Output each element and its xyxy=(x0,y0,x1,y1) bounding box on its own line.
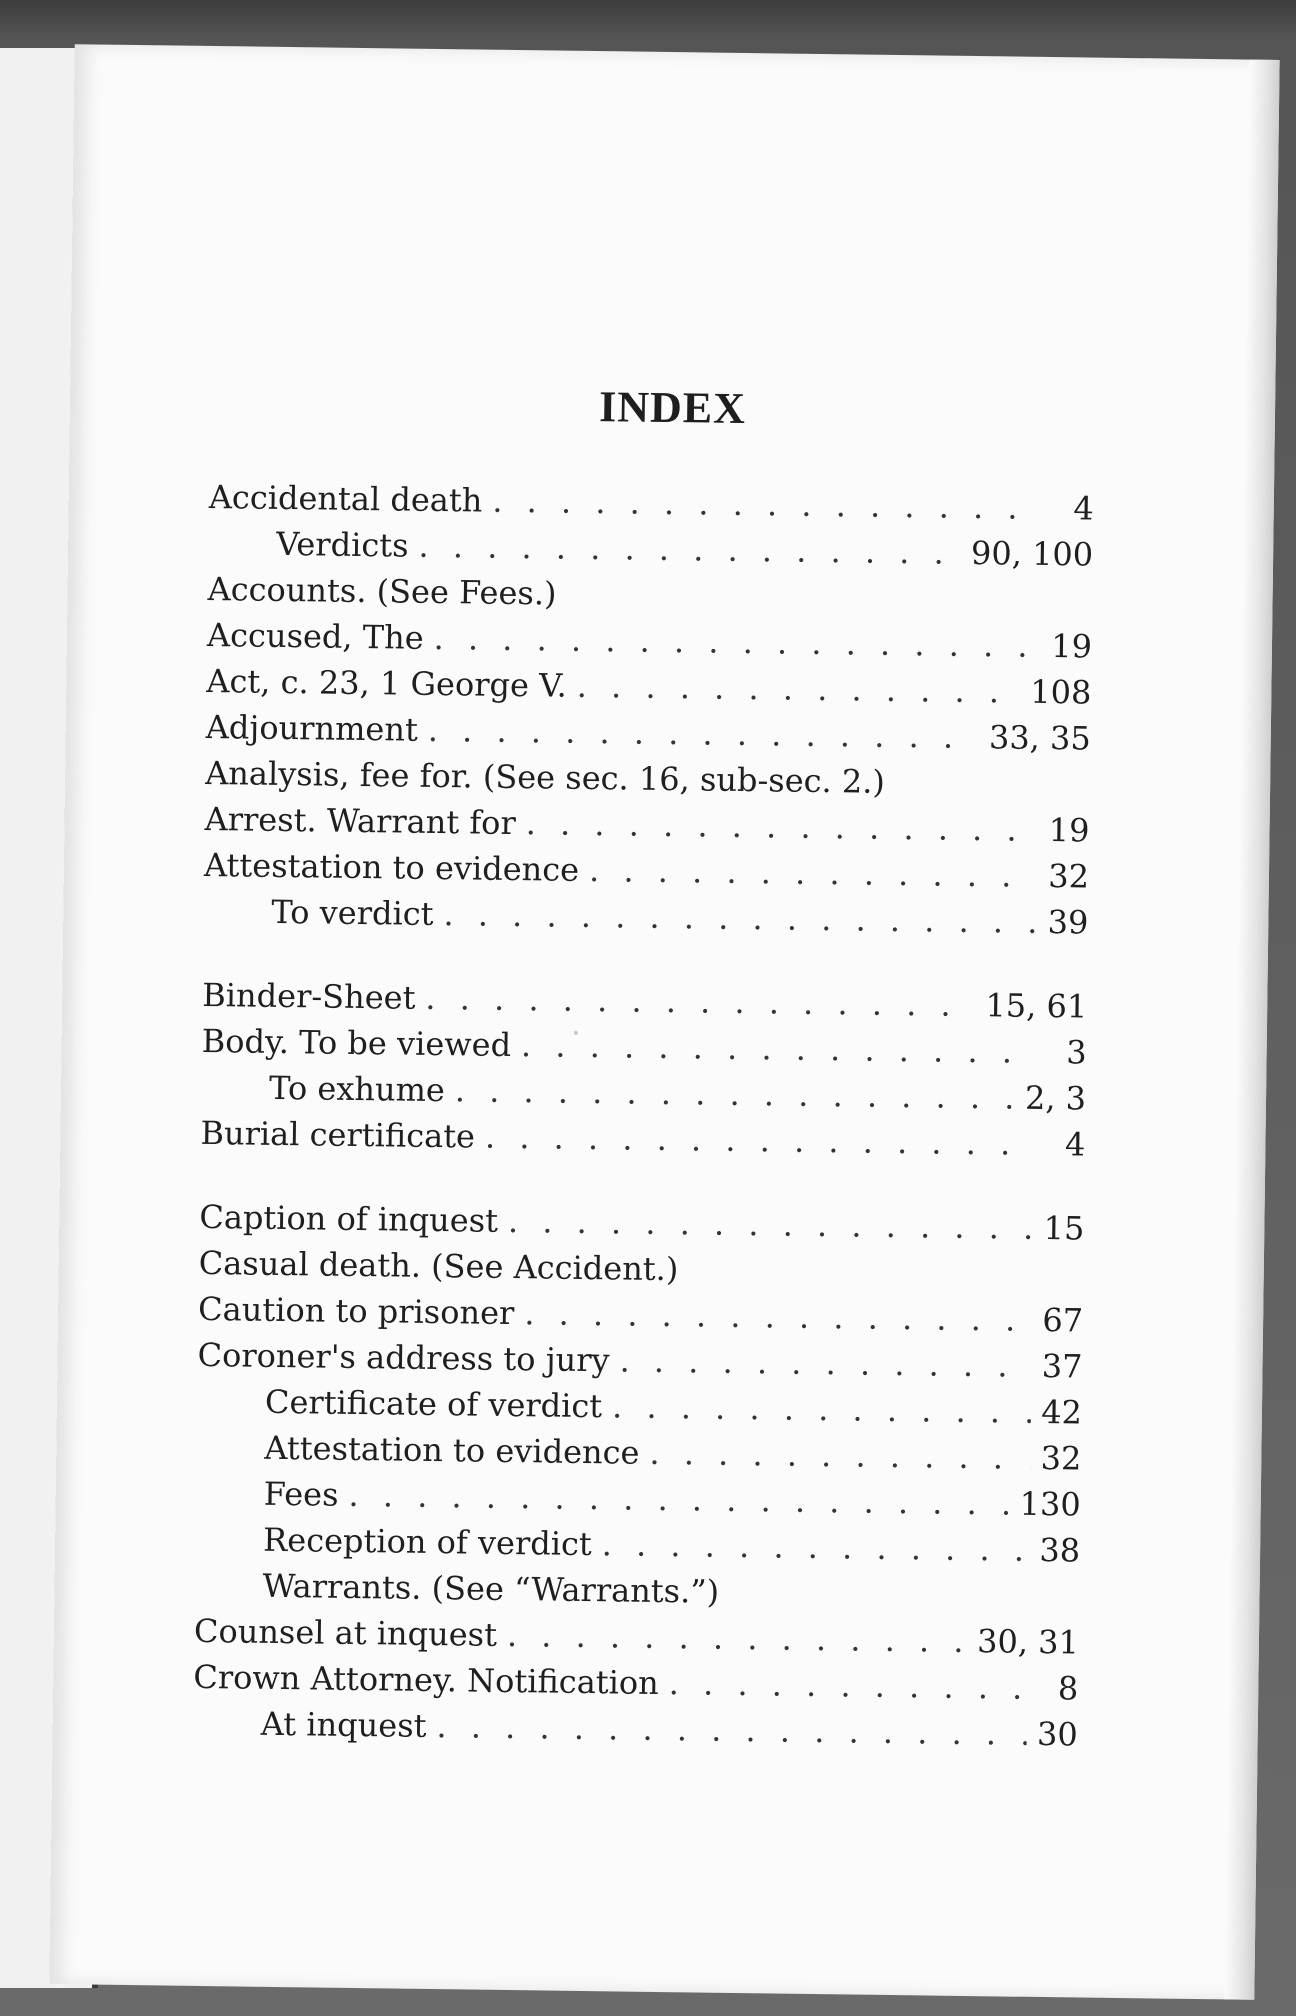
entry-pages: 67 xyxy=(1042,1300,1084,1340)
entry-label: At inquest xyxy=(260,1704,427,1745)
entry-label: Body. To be viewed xyxy=(201,1021,512,1064)
dot-leader xyxy=(649,1434,1031,1477)
dot-leader xyxy=(348,1476,1010,1523)
entry-pages: 19 xyxy=(1048,811,1090,850)
entry-label: Caution to prisoner xyxy=(197,1289,515,1333)
index-page xyxy=(49,44,1279,2000)
dot-leader xyxy=(508,1202,1034,1247)
entry-pages: 15, 61 xyxy=(985,986,1088,1026)
entry-pages: 8 xyxy=(1057,1669,1079,1708)
dot-leader xyxy=(526,804,1040,849)
entry-label: Binder-Sheet xyxy=(202,975,416,1017)
entry-pages: 130 xyxy=(1019,1484,1081,1524)
dot-leader xyxy=(577,667,1021,711)
entry-pages: 4 xyxy=(1064,1125,1086,1164)
entry-pages: 37 xyxy=(1041,1346,1083,1386)
entry-pages: 4 xyxy=(1073,489,1095,528)
dot-leader xyxy=(602,1525,1030,1569)
dot-leader xyxy=(485,1118,1036,1163)
entry-label: Attestation to evidence xyxy=(203,845,580,889)
entry-label: Analysis, fee for. (See sec. 16, sub-sec. 2.) xyxy=(204,753,886,801)
entry-label: Arrest. Warrant for xyxy=(204,799,517,843)
entry-label: Crown Attorney. Notification xyxy=(193,1657,660,1702)
dot-leader xyxy=(428,711,980,756)
entry-label: Act, c. 23, 1 George V. xyxy=(206,661,568,705)
entry-label: Verdicts xyxy=(275,524,409,565)
entry-pages: 42 xyxy=(1040,1392,1083,1432)
dot-leader xyxy=(418,527,961,572)
entry-label: Coroner's address to jury xyxy=(197,1335,610,1380)
dot-leader xyxy=(425,979,976,1024)
dot-leader xyxy=(589,851,1039,895)
dot-leader xyxy=(492,482,1044,527)
entry-pages: 32 xyxy=(1040,1438,1082,1478)
entry-pages: 108 xyxy=(1030,672,1092,712)
dot-leader xyxy=(612,1387,1032,1430)
entry-label: Counsel at inquest xyxy=(193,1611,498,1654)
entry-pages: 3 xyxy=(1066,1033,1087,1072)
entry-pages: 38 xyxy=(1039,1530,1081,1570)
entry-label: To verdict xyxy=(271,892,434,933)
entry-label: Casual death. (See Accident.) xyxy=(198,1243,679,1289)
dot-leader xyxy=(669,1664,1029,1707)
entry-pages: 30 xyxy=(1036,1714,1078,1754)
entry-label: Attestation to evidence xyxy=(264,1428,640,1472)
entry-pages: 19 xyxy=(1050,627,1093,666)
entry-label: Burial certificate xyxy=(200,1113,476,1156)
page-title: INDEX xyxy=(598,382,747,434)
entry-pages: 30, 31 xyxy=(976,1622,1080,1662)
entry-pages: 33, 35 xyxy=(988,718,1091,758)
entry-pages: 32 xyxy=(1047,857,1090,896)
entry-pages: 90, 100 xyxy=(970,533,1094,574)
entry-label: Caption of inquest xyxy=(199,1197,499,1240)
page-fore-edge xyxy=(1224,60,1279,2000)
entry-pages: 15 xyxy=(1043,1208,1085,1248)
entry-pages: 39 xyxy=(1047,903,1089,942)
entry-label: Certificate of verdict xyxy=(264,1382,603,1426)
entry-label: Accounts. (See Fees.) xyxy=(207,569,557,613)
index-list xyxy=(192,478,1094,1761)
entry-label: Accidental death xyxy=(208,477,483,520)
entry-label: Warrants. (See “Warrants.”) xyxy=(262,1566,720,1611)
dot-leader xyxy=(507,1616,968,1660)
dot-leader xyxy=(455,1071,1016,1116)
dot-leader xyxy=(443,895,1038,941)
entry-pages: 2, 3 xyxy=(1024,1078,1087,1118)
dot-leader xyxy=(436,1707,1027,1753)
dot-leader xyxy=(524,1294,1033,1339)
entry-label: Fees xyxy=(263,1474,339,1514)
entry-label: Accused, The xyxy=(206,615,424,657)
dot-leader xyxy=(433,619,1041,665)
dot-leader xyxy=(521,1026,1037,1071)
dot-leader xyxy=(619,1341,1032,1384)
entry-label: Adjournment xyxy=(205,707,419,749)
entry-label: To exhume xyxy=(268,1068,446,1110)
entry-label: Reception of verdict xyxy=(262,1520,593,1564)
